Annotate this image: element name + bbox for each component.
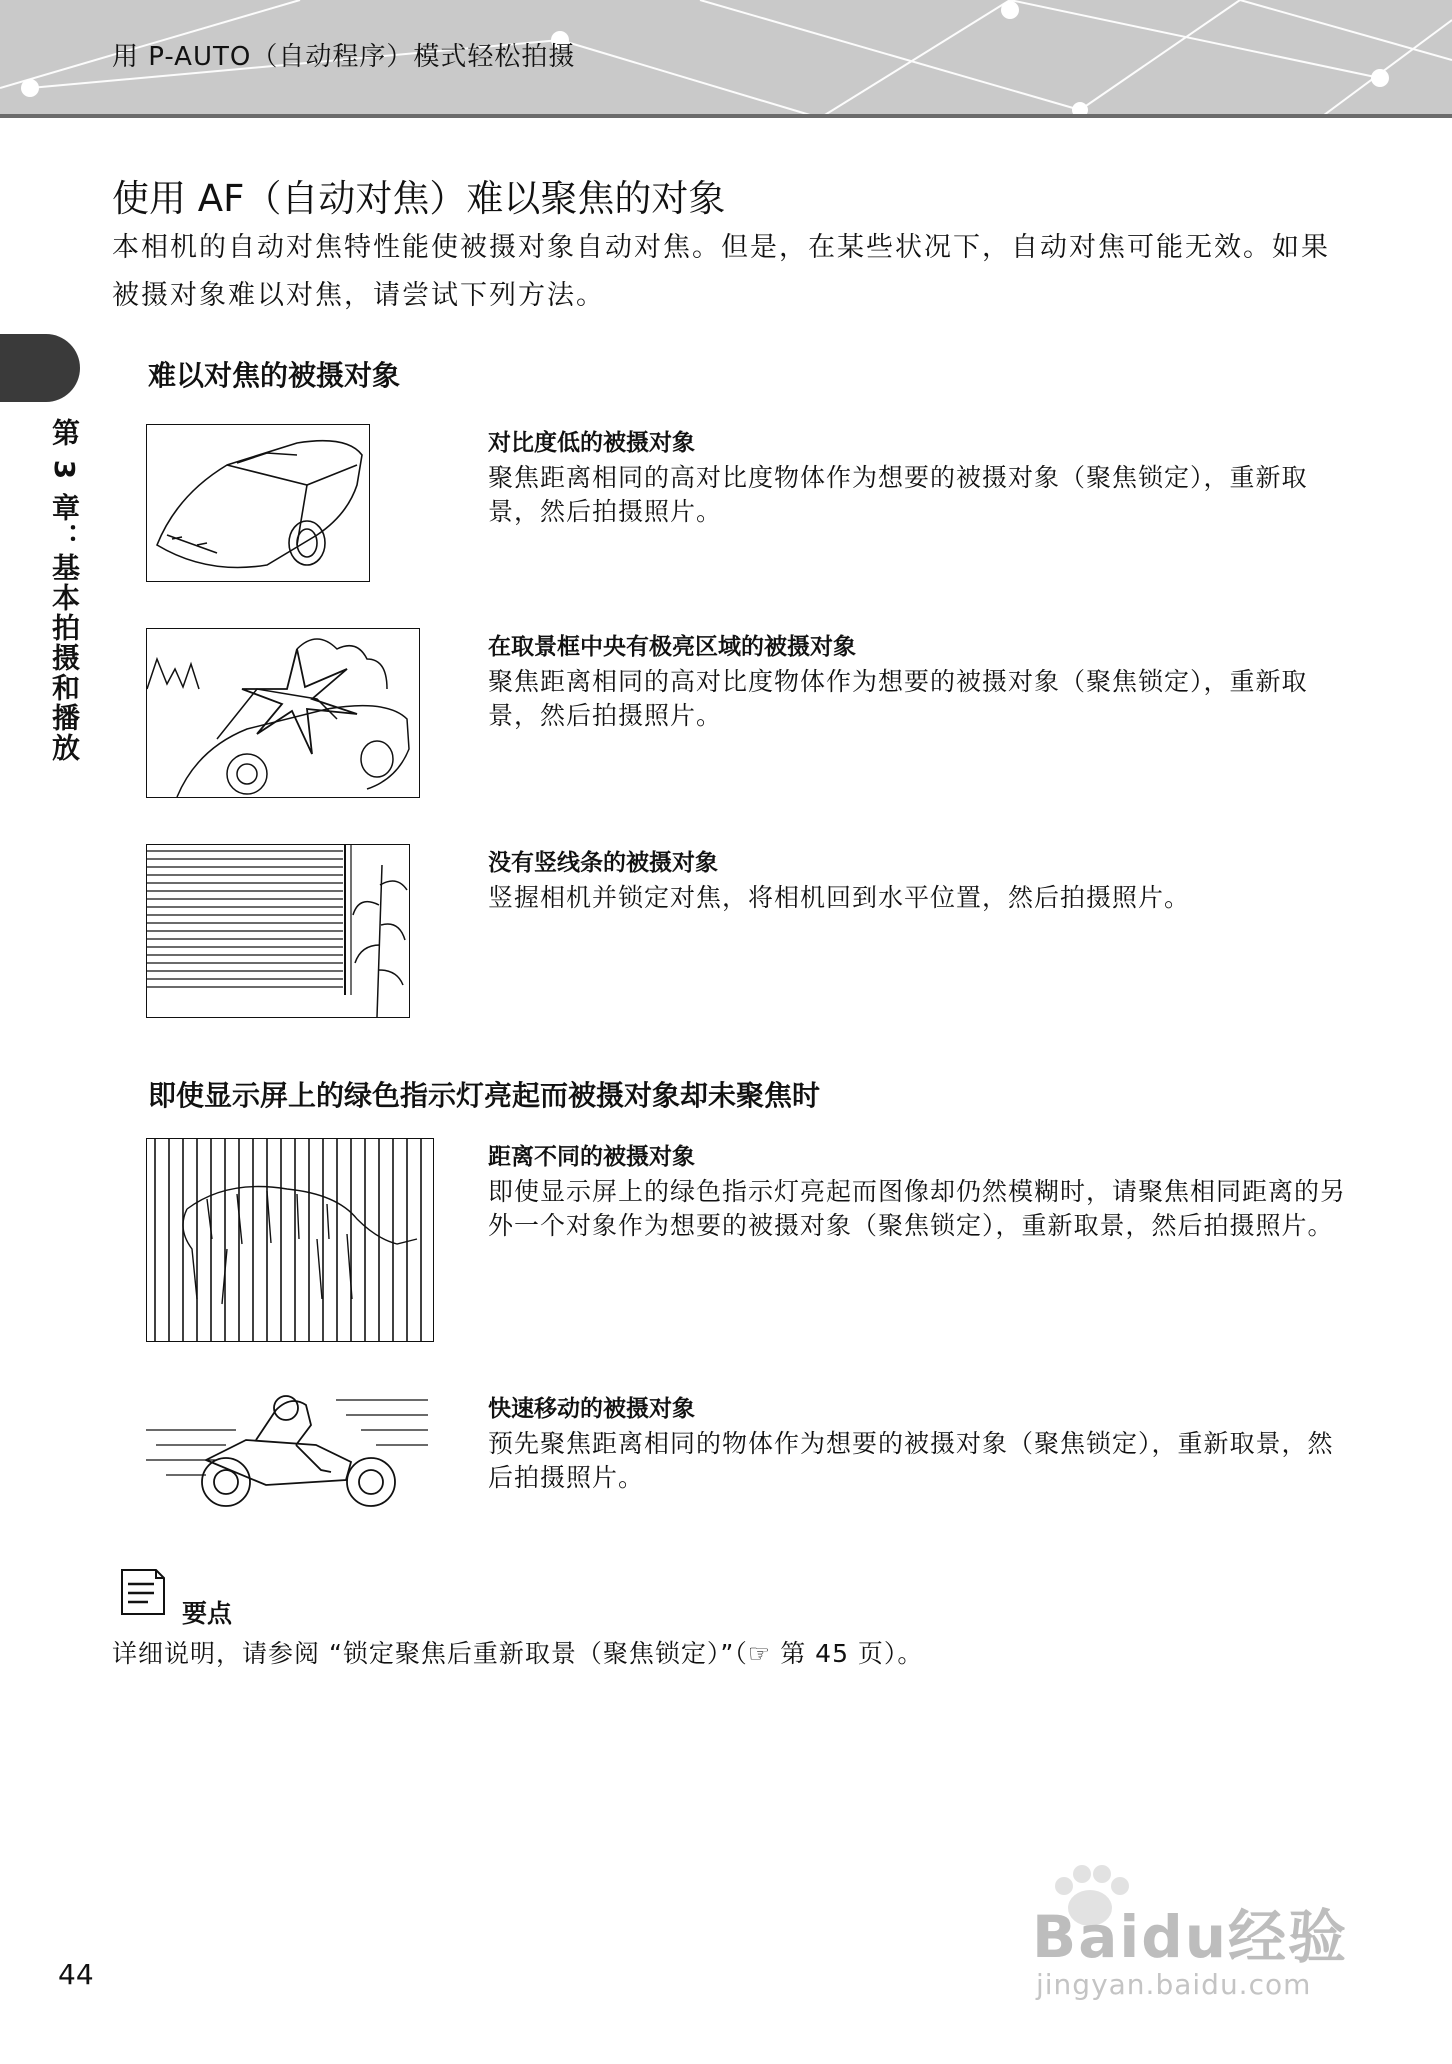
header-band <box>0 0 1452 118</box>
tip-label: 要点 <box>182 1599 233 1628</box>
group2-heading: 即使显示屏上的绿色指示灯亮起而被摄对象却未聚焦时 <box>148 1079 821 1112</box>
item-title-horizontal-lines: 没有竖线条的被摄对象 <box>488 850 718 876</box>
watermark-url: jingyan.baidu.com <box>1036 1968 1312 2001</box>
bright-center-car-illustration <box>146 628 420 798</box>
note-icon <box>116 1566 170 1624</box>
motorcycle-illustration <box>146 1390 428 1510</box>
section-intro: 本相机的自动对焦特性能使被摄对象自动对焦。但是，在某些状况下，自动对焦可能无效。如果被摄对象难以对焦，请尝试下列方法。 <box>112 232 1330 311</box>
tiger-behind-bars-illustration <box>146 1138 434 1342</box>
page-number: 44 <box>58 1958 94 1991</box>
section-title: 使用 AF（自动对焦）难以聚焦的对象 <box>112 177 726 220</box>
header-divider <box>0 114 1452 118</box>
item-body-different-distance: 即使显示屏上的绿色指示灯亮起而图像却仍然模糊时，请聚焦相同距离的另外一个对象作为想要的被摄对象（聚焦锁定），重新取景，然后拍摄照片。 <box>488 1177 1347 1240</box>
item-body-fast-moving: 预先聚焦距离相同的物体作为想要的被摄对象（聚焦锁定），重新取景，然后拍摄照片。 <box>488 1429 1334 1492</box>
chapter-label: 第 3 章：基本拍摄和播放 <box>48 418 81 763</box>
item-title-different-distance: 距离不同的被摄对象 <box>488 1144 695 1170</box>
item-title-bright-center: 在取景框中央有极亮区域的被摄对象 <box>488 634 856 660</box>
item-title-fast-moving: 快速移动的被摄对象 <box>488 1396 695 1422</box>
item-body-bright-center: 聚焦距离相同的高对比度物体作为想要的被摄对象（聚焦锁定），重新取景，然后拍摄照片。 <box>488 667 1308 730</box>
item-body-horizontal-lines: 竖握相机并锁定对焦，将相机回到水平位置，然后拍摄照片。 <box>488 883 1191 912</box>
tip-text: 详细说明，请参阅 “锁定聚焦后重新取景（聚焦锁定）”（☞ 第 45 页）。 <box>112 1639 924 1668</box>
item-title-low-contrast: 对比度低的被摄对象 <box>488 430 695 456</box>
group1-heading: 难以对焦的被摄对象 <box>148 359 401 392</box>
header-title: 用 P-AUTO（自动程序）模式轻松拍摄 <box>112 42 576 72</box>
watermark-brand: Baidu经验 <box>1032 1903 1349 1971</box>
low-contrast-car-illustration <box>146 424 370 582</box>
item-body-low-contrast: 聚焦距离相同的高对比度物体作为想要的被摄对象（聚焦锁定），重新取景，然后拍摄照片。 <box>488 463 1308 526</box>
chapter-tab <box>0 334 80 402</box>
horizontal-lines-illustration <box>146 844 410 1018</box>
